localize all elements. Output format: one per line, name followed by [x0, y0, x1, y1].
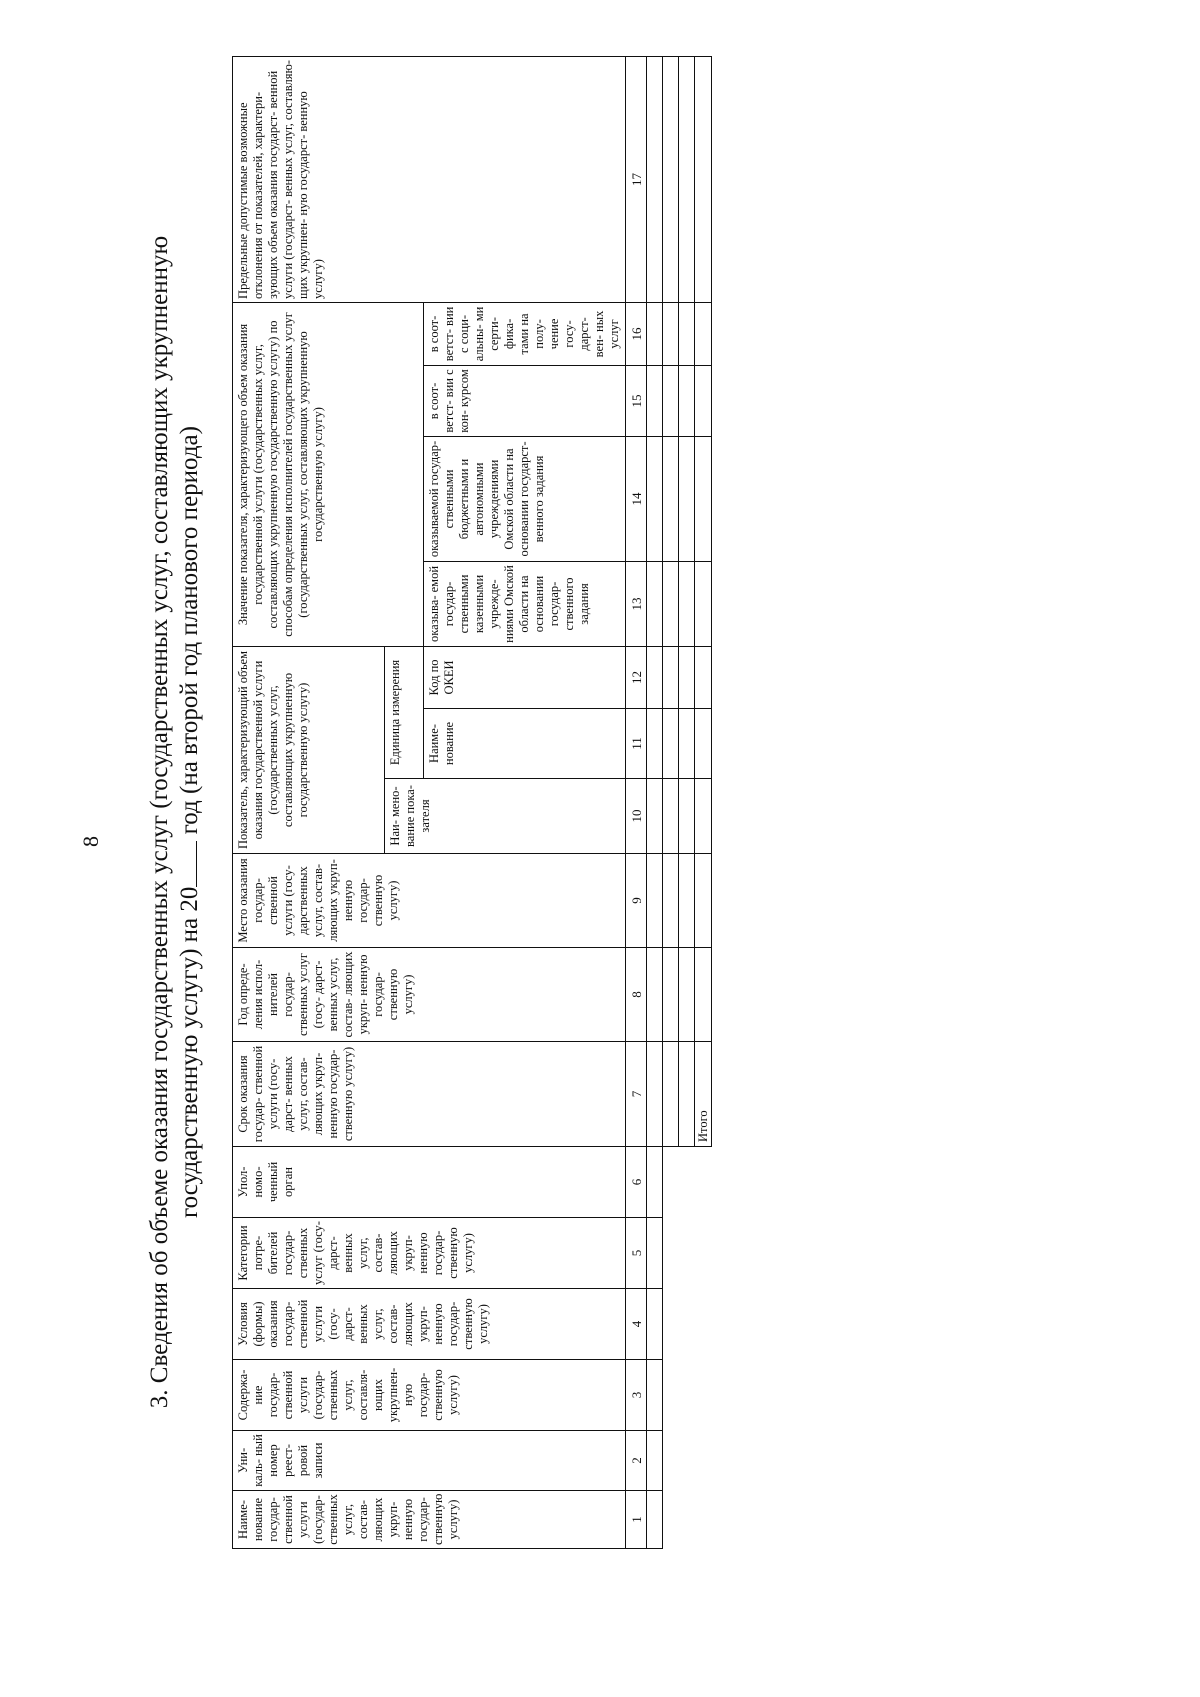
total-row — [695, 56, 712, 1548]
column-number: 15 — [626, 365, 647, 436]
header-unit-group: Единица измерения — [385, 646, 424, 778]
header-value-group: Значение показателя, характеризующего объем оказания государственной услуги (государственных услуг, составляющих укрупненную государственную услугу) по способам определения исполнителей государственных услуг (государственных услуг, составляющих укрупненную государственную услугу) — [233, 302, 424, 646]
header-authorized-body: Упол- номо- ченный орган — [233, 1147, 626, 1218]
header-conditions: Условия (формы) оказания государ- ственной услуги (госу- дарст- венных услуг, состав- ляющих укруп- ненную государ- ственную услугу) — [233, 1289, 626, 1360]
column-number: 17 — [626, 56, 647, 302]
column-number: 13 — [626, 561, 647, 646]
column-number: 1 — [626, 1491, 647, 1549]
table-row — [679, 56, 695, 1548]
header-service-term: Срок оказания государ- ственной услуги (госу- дарст- венных услуг, состав- ляющих укруп- ненную государ- ственную услугу) — [233, 1042, 626, 1147]
header-state-institutions: оказыва- емой государ- ственными казенными учрежде- ниями Омской области на основании государ- ственного задания — [424, 561, 626, 646]
header-by-certificates: в соот- ветст- вии с соци- альны- ми серти- фика- тами на полу- чение госу- дарст- вен- ных услуг — [424, 302, 626, 365]
title-year-prefix: государственную услугу) на 20 — [176, 886, 203, 1218]
header-service-content: Содержа- ние государ- ственной услуги (государ- ственных услуг, составля- ющих укрупнен- ную государ- ственную услугу) — [233, 1360, 626, 1431]
column-number: 14 — [626, 436, 647, 561]
header-indicator-name: Наи- мено- вание пока- зателя — [385, 779, 626, 854]
total-label: Итого — [695, 1042, 712, 1147]
column-number: 6 — [626, 1147, 647, 1218]
header-year-of-determination: Год опреде- ления испол- нителей государ- ственных услуг (госу- дарст- венных услуг, состав- ляющих укруп- ненную государ- ственную услугу) — [233, 948, 626, 1042]
column-number: 8 — [626, 948, 647, 1042]
column-number: 5 — [626, 1218, 647, 1289]
column-number: 7 — [626, 1042, 647, 1147]
column-number: 11 — [626, 709, 647, 779]
page-number: 8 — [78, 836, 103, 847]
header-by-competition: в соот- ветст- вии с кон- курсом — [424, 365, 626, 436]
column-number: 3 — [626, 1360, 647, 1431]
header-service-name: Наиме- нование государ- ственной услуги (государ- ственных услуг, состав- ляющих укруп- ненную государ- ственную услугу) — [233, 1491, 626, 1549]
title-year-suffix: год (на второй год планового периода) — [176, 426, 203, 835]
year-blank-field — [178, 841, 197, 887]
section-title-line-2 — [175, 97, 205, 1547]
volume-table — [232, 56, 712, 1549]
header-allowed-deviations: Предельные допустимые возможные отклонения от показателей, характери- зующих объем оказания государст- венной услуги (государст- венных услуг, составляю- щих укрупнен- ную государст- венную услугу) — [233, 56, 626, 302]
header-service-place: Место оказания государ- ственной услуги (госу- дарственных услуг, состав- ляющих укруп- ненную государ- ственную услугу) — [233, 854, 626, 948]
section-title — [145, 97, 205, 1547]
header-registry-number: Уни- каль- ный номер реест- ровой записи — [233, 1431, 626, 1491]
header-consumer-categories: Категории потре- бителей государ- ственных услуг (госу- дарст- венных услуг, состав- ляющих укруп- ненную государ- ственную услугу) — [233, 1218, 626, 1289]
column-number: 12 — [626, 646, 647, 708]
column-number: 4 — [626, 1289, 647, 1360]
column-number: 10 — [626, 779, 647, 854]
column-number: 9 — [626, 854, 647, 948]
table-row — [647, 56, 663, 1548]
column-number: 2 — [626, 1431, 647, 1491]
header-row-1 — [233, 56, 385, 1548]
section-title-line-1: 3. Сведения об объеме оказания государственных услуг (государственных услуг, составляющих укрупненную — [146, 235, 173, 1409]
header-budget-institutions: оказываемой государ- ственными бюджетными и автономными учреждениями Омской области на основании государст- венного задания — [424, 436, 626, 561]
header-unit-name: Наиме- нование — [424, 709, 626, 779]
header-indicator-group: Показатель, характеризующий объем оказания государственной услуги (государственных услуг, составляющих укрупненную государственную услугу) — [233, 646, 385, 853]
header-okei-code: Код по ОКЕИ — [424, 646, 626, 708]
table-row — [663, 56, 679, 1548]
column-number: 16 — [626, 302, 647, 365]
column-number-row — [626, 56, 647, 1548]
